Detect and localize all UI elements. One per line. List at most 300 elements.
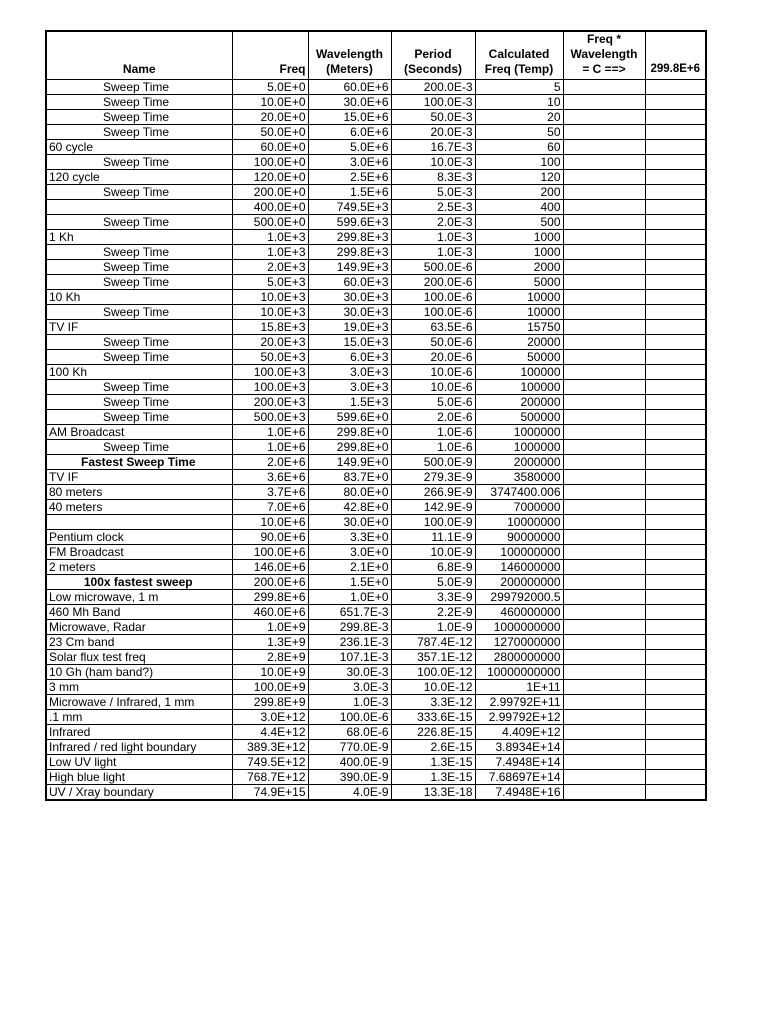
cell-name: Sweep Time (46, 304, 232, 319)
table-row (46, 229, 706, 244)
cell-c-product (563, 124, 645, 139)
cell-calculated-freq: 1000000000 (475, 619, 563, 634)
cell-c-value (645, 139, 706, 154)
cell-c-product (563, 424, 645, 439)
cell-calculated-freq: 120 (475, 169, 563, 184)
cell-c-product (563, 139, 645, 154)
table-body (46, 79, 706, 800)
cell-period: 50.0E-6 (391, 334, 475, 349)
cell-name: Sweep Time (46, 334, 232, 349)
cell-freq: 200.0E+3 (232, 394, 308, 409)
cell-c-product (563, 544, 645, 559)
cell-c-product (563, 529, 645, 544)
cell-freq: 3.7E+6 (232, 484, 308, 499)
cell-wavelength: 83.7E+0 (308, 469, 391, 484)
cell-c-product (563, 199, 645, 214)
cell-wavelength: 107.1E-3 (308, 649, 391, 664)
cell-freq: 100.0E+6 (232, 544, 308, 559)
cell-wavelength: 390.0E-9 (308, 769, 391, 784)
cell-calculated-freq: 7.4948E+16 (475, 784, 563, 800)
cell-c-value (645, 529, 706, 544)
cell-c-value (645, 454, 706, 469)
cell-wavelength: 1.5E+0 (308, 574, 391, 589)
table-row (46, 124, 706, 139)
table-row (46, 679, 706, 694)
cell-freq: 60.0E+0 (232, 139, 308, 154)
table-row (46, 424, 706, 439)
cell-wavelength: 2.5E+6 (308, 169, 391, 184)
cell-calculated-freq: 4.409E+12 (475, 724, 563, 739)
cell-freq: 500.0E+3 (232, 409, 308, 424)
cell-c-value (645, 244, 706, 259)
cell-name: Sweep Time (46, 184, 232, 199)
cell-freq: 768.7E+12 (232, 769, 308, 784)
cell-freq: 389.3E+12 (232, 739, 308, 754)
cell-c-value (645, 154, 706, 169)
table-row (46, 514, 706, 529)
cell-calculated-freq: 3580000 (475, 469, 563, 484)
cell-period: 226.8E-15 (391, 724, 475, 739)
cell-freq: 1.3E+9 (232, 634, 308, 649)
cell-c-value (645, 514, 706, 529)
header-name: Name (46, 31, 232, 79)
cell-wavelength: 3.0E+0 (308, 544, 391, 559)
cell-calculated-freq: 100 (475, 154, 563, 169)
cell-calculated-freq: 10000000000 (475, 664, 563, 679)
cell-wavelength: 599.6E+0 (308, 409, 391, 424)
table-row (46, 394, 706, 409)
cell-freq: 10.0E+3 (232, 304, 308, 319)
table-row (46, 109, 706, 124)
cell-calculated-freq: 7.68697E+14 (475, 769, 563, 784)
table-row (46, 214, 706, 229)
table-row (46, 199, 706, 214)
cell-period: 1.3E-15 (391, 754, 475, 769)
table-row (46, 379, 706, 394)
cell-c-product (563, 664, 645, 679)
cell-name: 60 cycle (46, 139, 232, 154)
cell-freq: 10.0E+0 (232, 94, 308, 109)
cell-wavelength: 19.0E+3 (308, 319, 391, 334)
cell-c-product (563, 229, 645, 244)
table-row (46, 274, 706, 289)
cell-c-value (645, 394, 706, 409)
cell-freq: 90.0E+6 (232, 529, 308, 544)
cell-wavelength: 149.9E+3 (308, 259, 391, 274)
cell-c-product (563, 379, 645, 394)
cell-c-value (645, 484, 706, 499)
cell-calculated-freq: 5 (475, 79, 563, 94)
cell-calculated-freq: 90000000 (475, 529, 563, 544)
cell-calculated-freq: 1E+11 (475, 679, 563, 694)
cell-calculated-freq: 2.99792E+12 (475, 709, 563, 724)
cell-name: 460 Mh Band (46, 604, 232, 619)
cell-calculated-freq: 2000000 (475, 454, 563, 469)
cell-c-product (563, 769, 645, 784)
cell-wavelength: 80.0E+0 (308, 484, 391, 499)
cell-c-value (645, 319, 706, 334)
cell-c-product (563, 784, 645, 800)
cell-calculated-freq: 500000 (475, 409, 563, 424)
cell-period: 333.6E-15 (391, 709, 475, 724)
cell-calculated-freq: 7000000 (475, 499, 563, 514)
cell-c-product (563, 514, 645, 529)
cell-wavelength: 30.0E-3 (308, 664, 391, 679)
table-row (46, 739, 706, 754)
table-row (46, 244, 706, 259)
cell-calculated-freq: 100000 (475, 379, 563, 394)
cell-calculated-freq: 3.8934E+14 (475, 739, 563, 754)
table-row (46, 754, 706, 769)
table-row (46, 94, 706, 109)
cell-c-value (645, 79, 706, 94)
cell-c-value (645, 574, 706, 589)
cell-c-product (563, 289, 645, 304)
cell-period: 3.3E-12 (391, 694, 475, 709)
cell-period: 200.0E-6 (391, 274, 475, 289)
cell-wavelength: 770.0E-9 (308, 739, 391, 754)
cell-name: 80 meters (46, 484, 232, 499)
cell-name: Sweep Time (46, 394, 232, 409)
cell-c-product (563, 649, 645, 664)
cell-c-product (563, 94, 645, 109)
cell-calculated-freq: 2.99792E+11 (475, 694, 563, 709)
cell-calculated-freq: 15750 (475, 319, 563, 334)
cell-name: Sweep Time (46, 259, 232, 274)
cell-freq: 3.0E+12 (232, 709, 308, 724)
cell-c-value (645, 199, 706, 214)
cell-c-value (645, 634, 706, 649)
cell-period: 13.3E-18 (391, 784, 475, 800)
cell-name: Solar flux test freq (46, 649, 232, 664)
cell-freq: 3.6E+6 (232, 469, 308, 484)
cell-c-value (645, 544, 706, 559)
cell-c-value (645, 589, 706, 604)
cell-c-value (645, 109, 706, 124)
cell-c-value (645, 469, 706, 484)
cell-name: Sweep Time (46, 94, 232, 109)
cell-wavelength: 15.0E+3 (308, 334, 391, 349)
cell-wavelength: 3.0E+6 (308, 154, 391, 169)
cell-name (46, 514, 232, 529)
cell-c-product (563, 439, 645, 454)
cell-c-value (645, 664, 706, 679)
cell-c-value (645, 754, 706, 769)
cell-period: 1.3E-15 (391, 769, 475, 784)
cell-c-value (645, 289, 706, 304)
cell-calculated-freq: 200 (475, 184, 563, 199)
cell-wavelength: 3.0E+3 (308, 364, 391, 379)
cell-freq: 4.4E+12 (232, 724, 308, 739)
cell-name: Sweep Time (46, 124, 232, 139)
cell-wavelength: 2.1E+0 (308, 559, 391, 574)
table-row (46, 529, 706, 544)
cell-freq: 2.0E+3 (232, 259, 308, 274)
cell-c-product (563, 274, 645, 289)
cell-period: 63.5E-6 (391, 319, 475, 334)
table-row (46, 469, 706, 484)
header-c-value: 299.8E+6 (645, 31, 706, 79)
header-calculated-freq: Calculated Freq (Temp) (475, 31, 563, 79)
table-row (46, 454, 706, 469)
cell-name: Sweep Time (46, 214, 232, 229)
cell-name: TV IF (46, 469, 232, 484)
cell-calculated-freq: 10 (475, 94, 563, 109)
cell-calculated-freq: 200000 (475, 394, 563, 409)
cell-c-value (645, 184, 706, 199)
cell-wavelength: 651.7E-3 (308, 604, 391, 619)
cell-c-product (563, 394, 645, 409)
cell-c-value (645, 439, 706, 454)
cell-c-value (645, 124, 706, 139)
cell-freq: 2.0E+6 (232, 454, 308, 469)
cell-c-product (563, 454, 645, 469)
cell-wavelength: 299.8E-3 (308, 619, 391, 634)
cell-period: 8.3E-3 (391, 169, 475, 184)
cell-c-value (645, 304, 706, 319)
cell-c-product (563, 574, 645, 589)
cell-name: Sweep Time (46, 439, 232, 454)
cell-name: 120 cycle (46, 169, 232, 184)
cell-period: 357.1E-12 (391, 649, 475, 664)
cell-period: 100.0E-12 (391, 664, 475, 679)
cell-period: 10.0E-6 (391, 379, 475, 394)
cell-wavelength: 42.8E+0 (308, 499, 391, 514)
cell-calculated-freq: 200000000 (475, 574, 563, 589)
cell-c-value (645, 649, 706, 664)
cell-freq: 100.0E+9 (232, 679, 308, 694)
cell-name: Infrared / red light boundary (46, 739, 232, 754)
table-row (46, 184, 706, 199)
cell-wavelength: 1.5E+6 (308, 184, 391, 199)
cell-wavelength: 1.0E-3 (308, 694, 391, 709)
cell-wavelength: 3.0E-3 (308, 679, 391, 694)
cell-calculated-freq: 146000000 (475, 559, 563, 574)
cell-freq: 5.0E+3 (232, 274, 308, 289)
cell-name: 10 Kh (46, 289, 232, 304)
cell-c-value (645, 349, 706, 364)
cell-freq: 1.0E+3 (232, 244, 308, 259)
cell-wavelength: 30.0E+6 (308, 94, 391, 109)
cell-freq: 100.0E+3 (232, 379, 308, 394)
cell-c-value (645, 169, 706, 184)
cell-c-product (563, 304, 645, 319)
cell-name: High blue light (46, 769, 232, 784)
cell-wavelength: 60.0E+6 (308, 79, 391, 94)
cell-freq: 146.0E+6 (232, 559, 308, 574)
cell-freq: 500.0E+0 (232, 214, 308, 229)
cell-freq: 460.0E+6 (232, 604, 308, 619)
cell-calculated-freq: 7.4948E+14 (475, 754, 563, 769)
cell-period: 2.0E-6 (391, 409, 475, 424)
cell-calculated-freq: 2000 (475, 259, 563, 274)
cell-freq: 120.0E+0 (232, 169, 308, 184)
table-row (46, 769, 706, 784)
cell-wavelength: 299.8E+3 (308, 229, 391, 244)
cell-c-product (563, 109, 645, 124)
cell-period: 20.0E-3 (391, 124, 475, 139)
cell-name: Low microwave, 1 m (46, 589, 232, 604)
header-c-label (563, 31, 645, 79)
cell-wavelength: 30.0E+3 (308, 304, 391, 319)
cell-c-value (645, 739, 706, 754)
cell-wavelength: 3.0E+3 (308, 379, 391, 394)
cell-calculated-freq: 5000 (475, 274, 563, 289)
cell-name: Fastest Sweep Time (46, 454, 232, 469)
cell-name: Sweep Time (46, 409, 232, 424)
cell-period: 266.9E-9 (391, 484, 475, 499)
cell-freq: 299.8E+9 (232, 694, 308, 709)
cell-freq: 2.8E+9 (232, 649, 308, 664)
cell-period: 142.9E-9 (391, 499, 475, 514)
cell-freq: 200.0E+0 (232, 184, 308, 199)
cell-c-product (563, 79, 645, 94)
table-row (46, 139, 706, 154)
cell-c-value (645, 214, 706, 229)
cell-period: 5.0E-6 (391, 394, 475, 409)
cell-c-product (563, 154, 645, 169)
cell-freq: 10.0E+9 (232, 664, 308, 679)
cell-c-product (563, 184, 645, 199)
cell-period: 787.4E-12 (391, 634, 475, 649)
cell-wavelength: 60.0E+3 (308, 274, 391, 289)
cell-calculated-freq: 10000 (475, 289, 563, 304)
cell-calculated-freq: 1000000 (475, 424, 563, 439)
cell-wavelength: 599.6E+3 (308, 214, 391, 229)
table-row (46, 364, 706, 379)
table-row (46, 79, 706, 94)
cell-c-product (563, 694, 645, 709)
cell-c-value (645, 379, 706, 394)
cell-period: 1.0E-9 (391, 619, 475, 634)
cell-name: Sweep Time (46, 274, 232, 289)
table-row (46, 319, 706, 334)
table-row (46, 589, 706, 604)
cell-name (46, 199, 232, 214)
cell-c-value (645, 559, 706, 574)
cell-c-product (563, 619, 645, 634)
cell-calculated-freq: 1000 (475, 229, 563, 244)
cell-freq: 1.0E+3 (232, 229, 308, 244)
table-row (46, 604, 706, 619)
cell-c-product (563, 319, 645, 334)
cell-wavelength: 236.1E-3 (308, 634, 391, 649)
cell-c-value (645, 724, 706, 739)
cell-c-product (563, 724, 645, 739)
cell-calculated-freq: 20 (475, 109, 563, 124)
cell-name: 100 Kh (46, 364, 232, 379)
cell-calculated-freq: 10000 (475, 304, 563, 319)
cell-c-value (645, 709, 706, 724)
cell-freq: 10.0E+6 (232, 514, 308, 529)
table-row (46, 634, 706, 649)
cell-c-value (645, 364, 706, 379)
cell-name: Microwave / Infrared, 1 mm (46, 694, 232, 709)
cell-c-product (563, 754, 645, 769)
cell-name: AM Broadcast (46, 424, 232, 439)
cell-wavelength: 68.0E-6 (308, 724, 391, 739)
frequency-table (45, 30, 707, 801)
cell-period: 500.0E-6 (391, 259, 475, 274)
cell-name: FM Broadcast (46, 544, 232, 559)
table-row (46, 304, 706, 319)
cell-name: Sweep Time (46, 349, 232, 364)
cell-c-product (563, 334, 645, 349)
cell-wavelength: 6.0E+3 (308, 349, 391, 364)
cell-c-value (645, 769, 706, 784)
cell-freq: 15.8E+3 (232, 319, 308, 334)
cell-period: 2.2E-9 (391, 604, 475, 619)
table-row (46, 544, 706, 559)
cell-calculated-freq: 2800000000 (475, 649, 563, 664)
cell-period: 6.8E-9 (391, 559, 475, 574)
cell-calculated-freq: 500 (475, 214, 563, 229)
cell-calculated-freq: 460000000 (475, 604, 563, 619)
cell-c-value (645, 679, 706, 694)
cell-freq: 299.8E+6 (232, 589, 308, 604)
cell-c-product (563, 169, 645, 184)
table-row (46, 289, 706, 304)
cell-c-product (563, 604, 645, 619)
cell-wavelength: 5.0E+6 (308, 139, 391, 154)
cell-calculated-freq: 400 (475, 199, 563, 214)
cell-freq: 100.0E+3 (232, 364, 308, 379)
cell-name: Sweep Time (46, 244, 232, 259)
cell-period: 1.0E-3 (391, 244, 475, 259)
cell-c-value (645, 604, 706, 619)
cell-c-value (645, 334, 706, 349)
cell-period: 20.0E-6 (391, 349, 475, 364)
cell-c-value (645, 259, 706, 274)
table-row (46, 169, 706, 184)
cell-name: Pentium clock (46, 529, 232, 544)
cell-c-value (645, 619, 706, 634)
cell-c-value (645, 784, 706, 800)
cell-calculated-freq: 1270000000 (475, 634, 563, 649)
cell-period: 5.0E-3 (391, 184, 475, 199)
cell-name: .1 mm (46, 709, 232, 724)
table-row (46, 334, 706, 349)
cell-c-product (563, 499, 645, 514)
cell-c-product (563, 484, 645, 499)
cell-c-product (563, 259, 645, 274)
cell-period: 500.0E-9 (391, 454, 475, 469)
table-row (46, 439, 706, 454)
cell-name: Low UV light (46, 754, 232, 769)
cell-c-value (645, 409, 706, 424)
cell-period: 10.0E-6 (391, 364, 475, 379)
cell-c-value (645, 424, 706, 439)
cell-period: 50.0E-3 (391, 109, 475, 124)
cell-name: Sweep Time (46, 154, 232, 169)
cell-calculated-freq: 50000 (475, 349, 563, 364)
cell-name: 10 Gh (ham band?) (46, 664, 232, 679)
table-row (46, 619, 706, 634)
table-row (46, 259, 706, 274)
cell-wavelength: 299.8E+3 (308, 244, 391, 259)
cell-calculated-freq: 20000 (475, 334, 563, 349)
cell-calculated-freq: 10000000 (475, 514, 563, 529)
cell-calculated-freq: 50 (475, 124, 563, 139)
cell-freq: 1.0E+6 (232, 439, 308, 454)
cell-c-product (563, 469, 645, 484)
cell-c-value (645, 694, 706, 709)
cell-wavelength: 4.0E-9 (308, 784, 391, 800)
cell-name: Infrared (46, 724, 232, 739)
cell-c-product (563, 739, 645, 754)
cell-period: 100.0E-9 (391, 514, 475, 529)
table-row (46, 499, 706, 514)
